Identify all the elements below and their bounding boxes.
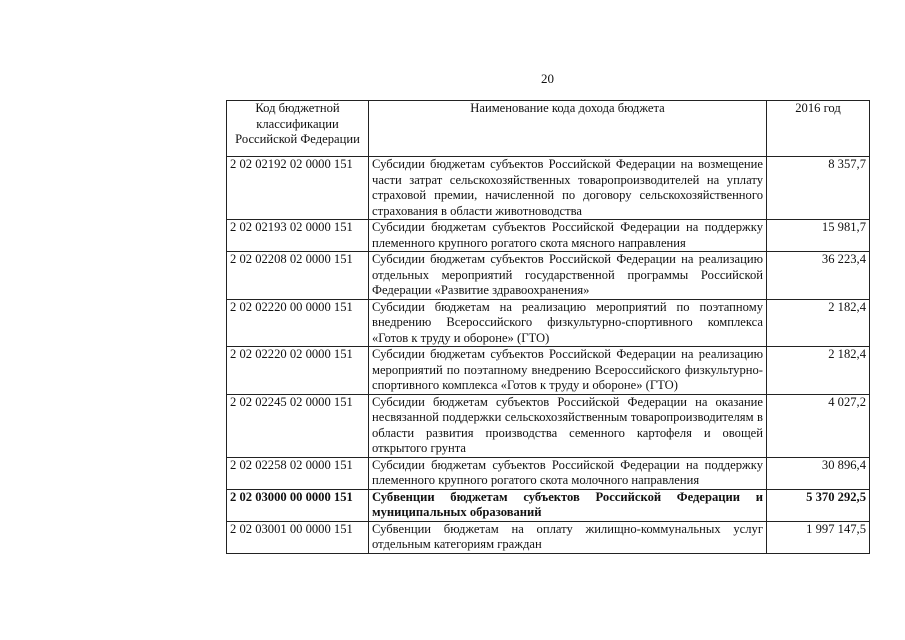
row-amount: 5 370 292,5: [767, 489, 870, 521]
row-code: 2 02 02192 02 0000 151: [227, 157, 369, 220]
table-header-row: [227, 101, 870, 157]
row-amount: 2 182,4: [767, 347, 870, 395]
row-name: Субсидии бюджетам субъектов Российской Федерации на реализацию мероприятий по поэтапному внедрению Всероссийского физкультурно-спортивного комплекса «Готов к труду и обороне» (ГТО): [369, 347, 767, 395]
table-row: [227, 457, 870, 489]
table-row: [227, 157, 870, 220]
row-code: 2 02 03001 00 0000 151: [227, 521, 369, 553]
row-code: 2 02 02208 02 0000 151: [227, 252, 369, 300]
row-name: Субсидии бюджетам на реализацию мероприятий по поэтапному внедрению Всероссийского физкультурно-спортивного комплекса «Готов к труду и обороне» (ГТО): [369, 299, 767, 347]
row-name: Субвенции бюджетам на оплату жилищно-коммунальных услуг отдельным категориям граждан: [369, 521, 767, 553]
row-name: Субсидии бюджетам субъектов Российской Федерации на оказание несвязанной поддержки сельскохозяйственным товаропроизводителям в области развития производства семенного картофеля и овощей открытого грунта: [369, 394, 767, 457]
row-name: Субсидии бюджетам субъектов Российской Федерации на реализацию отдельных мероприятий государственной программы Российской Федерации «Развитие здравоохранения»: [369, 252, 767, 300]
table-row: [227, 347, 870, 395]
table-row: [227, 252, 870, 300]
header-year: 2016 год: [767, 101, 870, 157]
row-name: Субсидии бюджетам субъектов Российской Федерации на поддержку племенного крупного рогатого скота молочного направления: [369, 457, 767, 489]
row-amount: 4 027,2: [767, 394, 870, 457]
row-amount: 8 357,7: [767, 157, 870, 220]
row-name: Субсидии бюджетам субъектов Российской Федерации на возмещение части затрат сельскохозяйственных товаропроизводителей на уплату страховой премии, начисленной по договору сельскохозяйственного страхования в области животноводства: [369, 157, 767, 220]
budget-income-table: [226, 100, 870, 554]
header-name: Наименование кода дохода бюджета: [369, 101, 767, 157]
header-code: Код бюджетной классификации Российской Федерации: [227, 101, 369, 157]
table-row: [227, 489, 870, 521]
row-code: 2 02 02193 02 0000 151: [227, 220, 369, 252]
row-amount: 36 223,4: [767, 252, 870, 300]
table-row: [227, 521, 870, 553]
row-code: 2 02 02220 02 0000 151: [227, 347, 369, 395]
row-amount: 30 896,4: [767, 457, 870, 489]
row-code: 2 02 02245 02 0000 151: [227, 394, 369, 457]
row-code: 2 02 02220 00 0000 151: [227, 299, 369, 347]
row-name: Субвенции бюджетам субъектов Российской Федерации и муниципальных образований: [369, 489, 767, 521]
page-number: 20: [541, 71, 554, 86]
row-name: Субсидии бюджетам субъектов Российской Федерации на поддержку племенного крупного рогатого скота мясного направления: [369, 220, 767, 252]
table-row: [227, 220, 870, 252]
row-code: 2 02 03000 00 0000 151: [227, 489, 369, 521]
table-row: [227, 299, 870, 347]
table-row: [227, 394, 870, 457]
row-amount: 2 182,4: [767, 299, 870, 347]
row-amount: 15 981,7: [767, 220, 870, 252]
row-amount: 1 997 147,5: [767, 521, 870, 553]
row-code: 2 02 02258 02 0000 151: [227, 457, 369, 489]
